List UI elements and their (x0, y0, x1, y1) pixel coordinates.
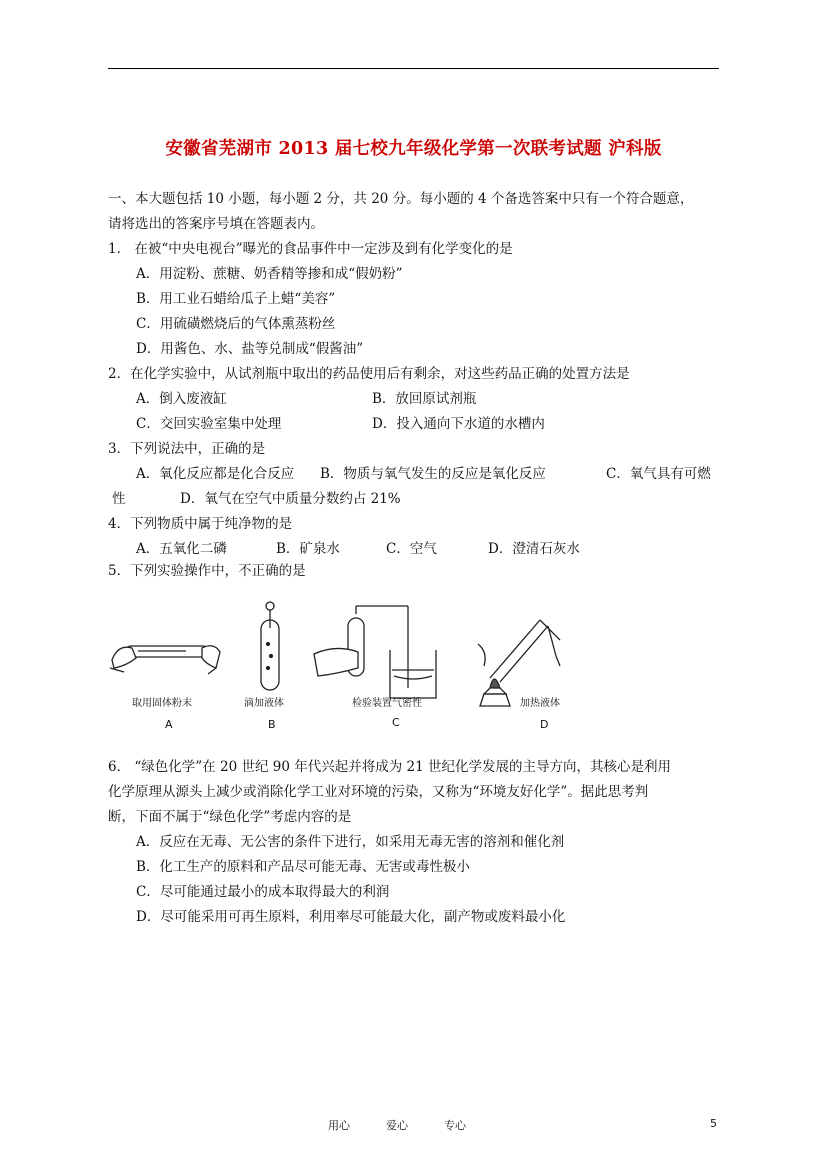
question-3-stem: 3．下列说法中，正确的是 (108, 441, 266, 457)
question-4-stem: 4．下列物质中属于纯净物的是 (108, 516, 293, 532)
figure-c-caption: 检验装置气密性 (352, 698, 422, 709)
footer-motto-2: 爱心 (386, 1119, 408, 1132)
question-6-stem: 6． “绿色化学”在 20 世纪 90 年代兴起并将成为 21 世纪化学发展的主导方向，其核心是利用 (108, 759, 671, 775)
question-1-option-a: A．用淀粉、蔗糖、奶香精等掺和成“假奶粉” (136, 266, 403, 282)
question-4-option-a: A．五氧化二磷 (136, 541, 227, 557)
question-2-option-c: C．交回实验室集中处理 (136, 416, 282, 432)
question-3-option-a: A．氧化反应都是化合反应 (136, 466, 295, 482)
question-2-option-a: A．倒入废液缸 (136, 391, 227, 407)
figure-b-caption: 滴加液体 (244, 698, 284, 709)
question-3-option-d: D．氧气在空气中质量分数约占 21% (180, 491, 401, 507)
question-1-option-b: B．用工业石蜡给瓜子上蜡“美容” (136, 291, 336, 307)
question-3-option-b: B．物质与氧气发生的反应是氧化反应 (320, 466, 546, 482)
figure-c-letter: C (392, 716, 400, 729)
question-2-option-b: B．放回原试剂瓶 (372, 391, 477, 407)
question-3-option-c: C．氧气具有可燃 (606, 466, 711, 482)
question-4-option-c: C．空气 (386, 541, 437, 557)
section-intro: 一、本大题包括 10 小题，每小题 2 分，共 20 分。每小题的 4 个备选答案中只有一个符合题意， (108, 191, 694, 207)
question-2-option-d: D．投入通向下水道的水槽内 (372, 416, 545, 432)
question-5-figures (108, 592, 608, 742)
question-3-option-c-cont: 性 (112, 491, 126, 507)
question-4-option-b: B．矿泉水 (276, 541, 340, 557)
figure-a-caption: 取用固体粉末 (132, 698, 192, 709)
figure-a-letter: A (165, 718, 173, 731)
question-6-option-a: A．反应在无毒、无公害的条件下进行，如采用无毒无害的溶剂和催化剂 (136, 834, 565, 850)
question-1-stem: 1． 在被“中央电视台”曝光的食品事件中一定涉及到有化学变化的是 (108, 241, 513, 257)
figure-b-letter: B (268, 718, 276, 731)
question-5-stem: 5．下列实验操作中，不正确的是 (108, 563, 306, 579)
question-1-option-c: C．用硫磺燃烧后的气体熏蒸粉丝 (136, 316, 336, 332)
question-6-stem-cont-2: 断，下面不属于“绿色化学”考虑内容的是 (108, 809, 352, 825)
question-6-option-c: C．尽可能通过最小的成本取得最大的利润 (136, 884, 390, 900)
question-2-stem: 2．在化学实验中，从试剂瓶中取出的药品使用后有剩余，对这些药品正确的处置方法是 (108, 366, 630, 382)
question-6-option-b: B．化工生产的原料和产品尽可能无毒、无害或毒性极小 (136, 859, 470, 875)
page-number: 5 (710, 1117, 717, 1130)
airtightness-check-figure (314, 606, 436, 698)
lab-apparatus-illustration (108, 592, 608, 742)
figure-d-letter: D (540, 718, 549, 731)
figure-d-caption: 加热液体 (520, 698, 560, 709)
header-rule (108, 68, 719, 69)
footer-motto-3: 专心 (444, 1119, 466, 1132)
powder-sampling-figure (110, 646, 220, 674)
footer-motto-1: 用心 (328, 1119, 350, 1132)
dropping-liquid-figure (261, 602, 279, 690)
section-intro-cont: 请将选出的答案序号填在答题表内。 (108, 216, 324, 232)
question-6-option-d: D．尽可能采用可再生原料，利用率尽可能最大化，副产物或废料最小化 (136, 909, 566, 925)
question-4-option-d: D．澄清石灰水 (488, 541, 580, 557)
question-1-option-d: D．用酱色、水、盐等兑制成“假酱油” (136, 341, 364, 357)
page-title: 安徽省芜湖市 2013 届七校九年级化学第一次联考试题 沪科版 (165, 139, 662, 159)
question-6-stem-cont-1: 化学原理从源头上减少或消除化学工业对环境的污染，又称为“环境友好化学”。据此思考判 (108, 784, 649, 800)
